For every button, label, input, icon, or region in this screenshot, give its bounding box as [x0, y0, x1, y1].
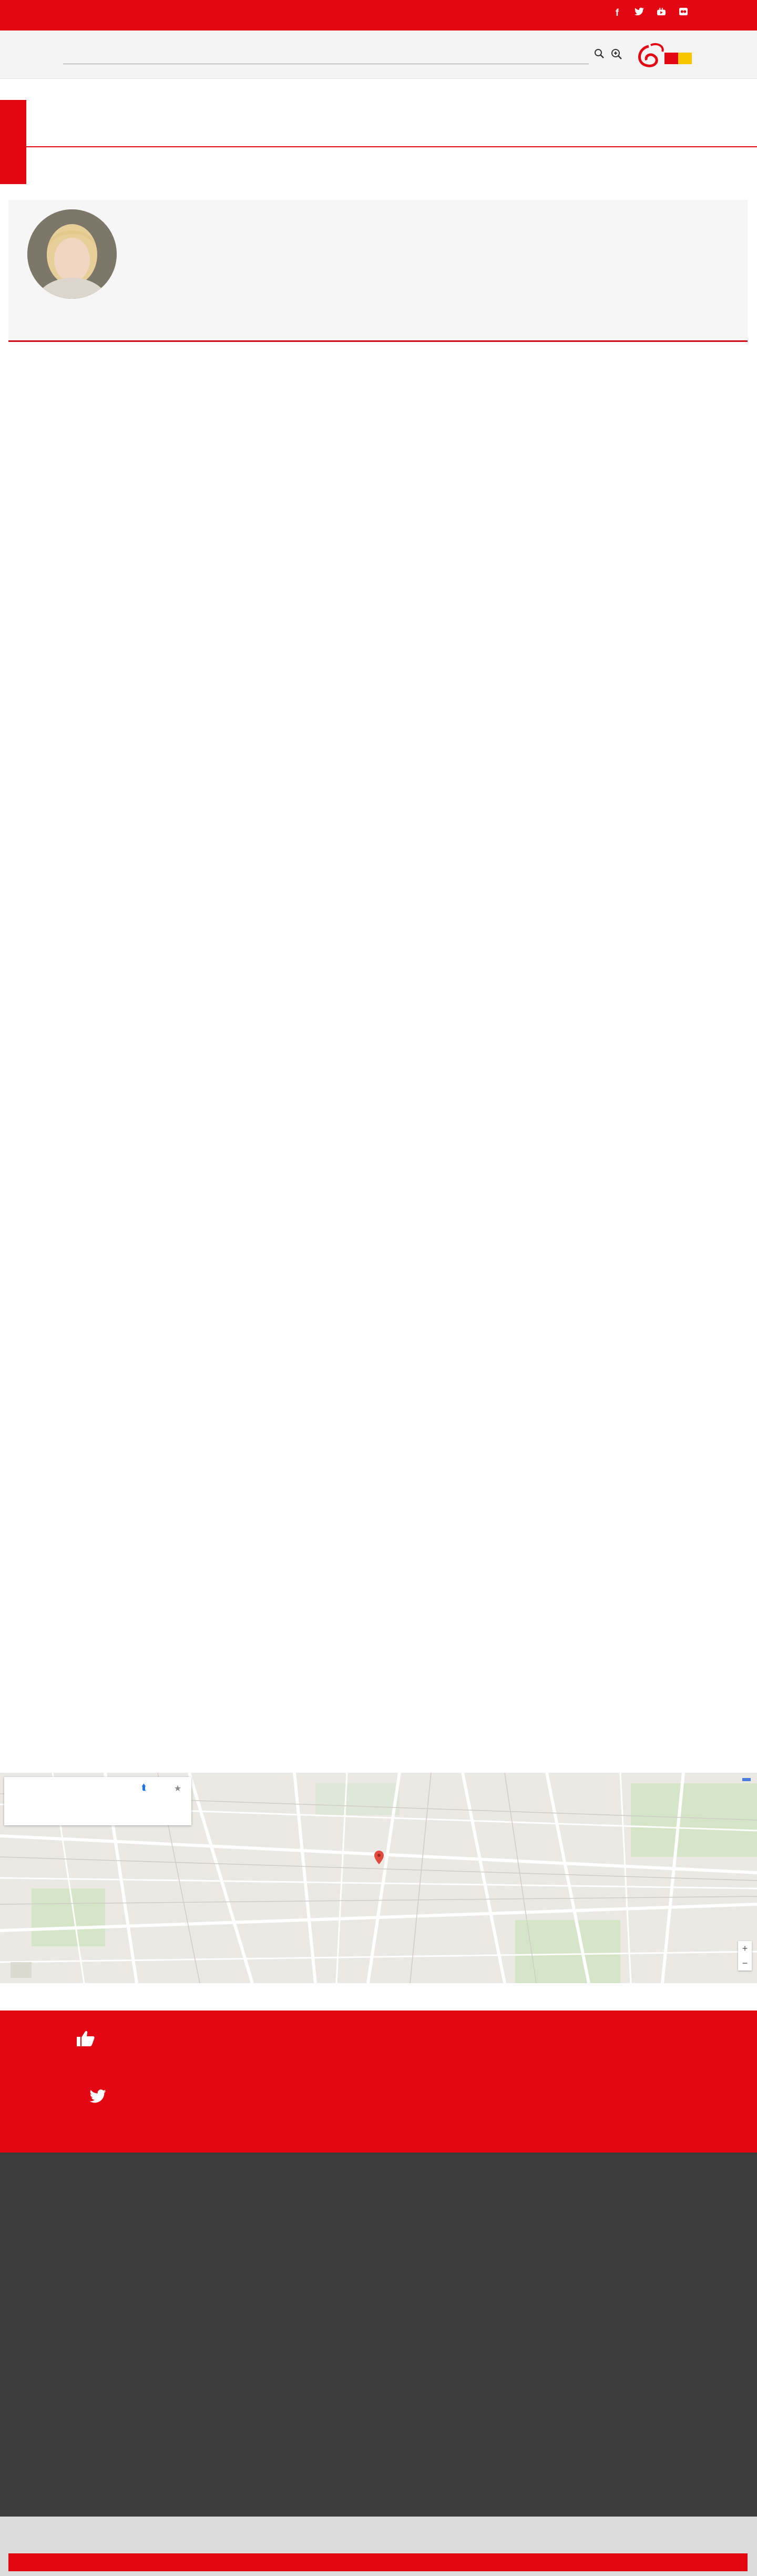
avatar — [27, 209, 117, 299]
map-pin-icon[interactable] — [374, 1851, 384, 1864]
flickr-icon[interactable] — [678, 7, 689, 18]
zoom-out-icon[interactable]: − — [742, 1958, 748, 1968]
search-input[interactable] — [63, 47, 589, 64]
map-zoom-control[interactable] — [738, 1941, 752, 1971]
vorsitz-card[interactable] — [8, 200, 748, 342]
directions-icon: ⮬ — [141, 1783, 147, 1792]
twitter-icon[interactable] — [89, 2089, 106, 2107]
title-divider — [0, 146, 757, 147]
contact-block — [0, 1492, 757, 1503]
twitter-icon[interactable] — [634, 7, 645, 18]
cookie-banner — [0, 2517, 757, 2576]
map-sign-in-button[interactable] — [742, 1778, 751, 1781]
spoe-logo[interactable] — [633, 41, 695, 70]
search-icon[interactable] — [594, 48, 605, 62]
zoom-icon[interactable] — [611, 48, 622, 63]
map-info-card — [4, 1777, 191, 1825]
social-band-heading — [77, 2031, 103, 2049]
social-media-band — [0, 2011, 757, 2153]
google-map[interactable] — [0, 1773, 757, 1983]
directions-button[interactable] — [128, 1783, 160, 1793]
cookie-ok-button[interactable] — [8, 2553, 748, 2571]
star-icon: ★ — [173, 1784, 182, 1793]
zoom-in-icon[interactable]: + — [742, 1943, 748, 1954]
facebook-icon[interactable]: f — [616, 7, 619, 18]
youtube-icon[interactable] — [656, 7, 667, 18]
footer — [0, 2153, 757, 2576]
nav-social — [612, 7, 689, 18]
save-button[interactable] — [168, 1783, 187, 1794]
hilf-mit-tab[interactable] — [0, 100, 26, 184]
top-navigation — [0, 0, 757, 31]
search-band — [0, 31, 757, 79]
thumbs-up-icon — [77, 2031, 95, 2049]
